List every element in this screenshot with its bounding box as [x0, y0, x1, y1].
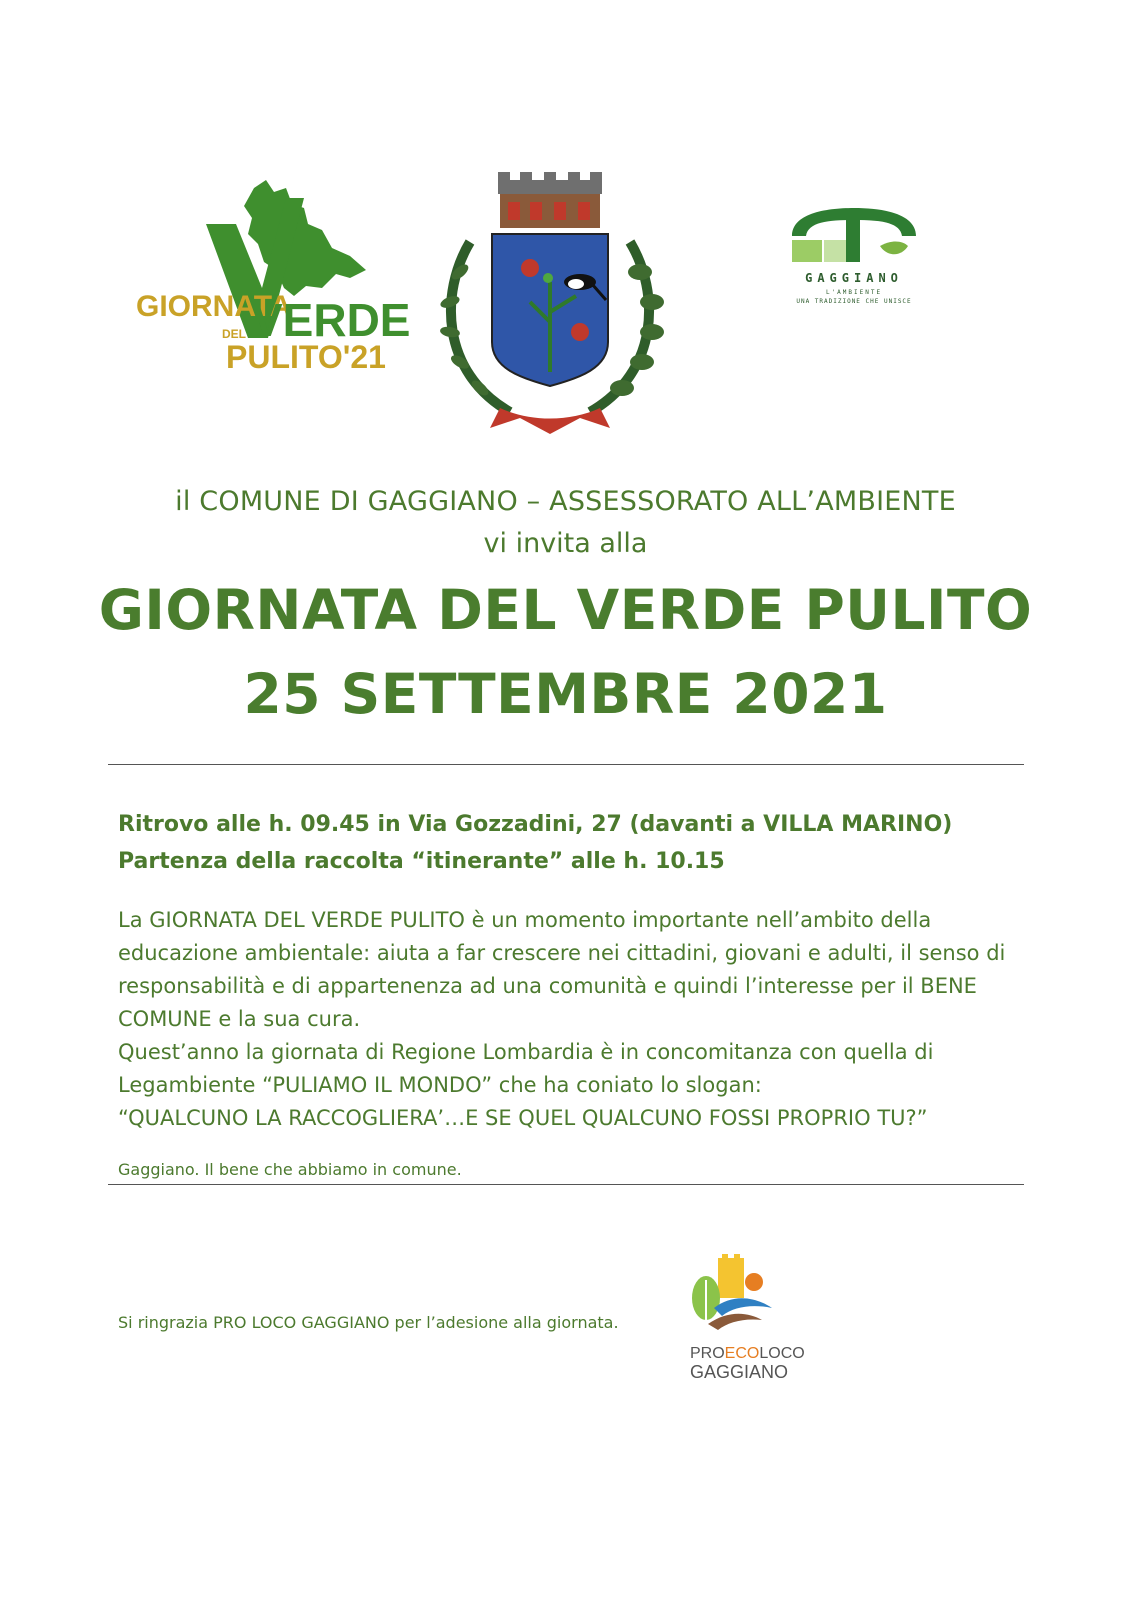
description-slogan: “QUALCUNO LA RACCOGLIERA’…E SE QUEL QUALCUNO FOSSI PROPRIO TU?”	[118, 1106, 928, 1130]
svg-text:PROECOLOCO: PROECOLOCO	[690, 1345, 805, 1362]
meeting-info	[118, 806, 1018, 880]
description	[118, 904, 1018, 1135]
motto: Gaggiano. Il bene che abbiamo in comune.	[118, 1160, 462, 1179]
svg-text:PULITO'21: PULITO'21	[226, 339, 386, 375]
description-paragraph-1: La GIORNATA DEL VERDE PULITO è un momento importante nell’ambito della educazione ambientale: aiuta a far crescere nei cittadini, giovani e adulti, il senso di responsabilità e di appartenenza ad una comunità e quindi l’interesse per il BENE COMUNE e la sua cura.	[118, 908, 1006, 1031]
svg-text:GAGGIANO: GAGGIANO	[690, 1362, 789, 1382]
proecoloco-logo	[688, 1254, 805, 1384]
intro-line-2: vi invita alla	[483, 528, 648, 559]
svg-text:UNA TRADIZIONE CHE UNISCE: UNA TRADIZIONE CHE UNISCE	[796, 298, 912, 305]
divider-top	[108, 764, 1024, 765]
meeting-line-1: Ritrovo alle h. 09.45 in Via Gozzadini, 27 (davanti a VILLA MARINO)	[118, 812, 953, 837]
divider-bottom	[108, 1184, 1024, 1185]
svg-text:DEL: DEL	[222, 327, 246, 341]
svg-text:L'AMBIENTE: L'AMBIENTE	[825, 289, 883, 296]
gaggiano-ambiente-logo	[784, 206, 924, 316]
event-date: 25 SETTEMBRE 2021	[243, 662, 888, 726]
coat-of-arms	[430, 172, 670, 440]
meeting-line-2: Partenza della raccolta “itinerante” alle h. 10.15	[118, 849, 725, 874]
event-title: GIORNATA DEL VERDE PULITO	[98, 578, 1033, 642]
svg-text:GAGGIANO: GAGGIANO	[805, 271, 903, 285]
description-paragraph-2: Quest’anno la giornata di Regione Lombardia è in concomitanza con quella di Legambiente “PULIAMO IL MONDO” che ha coniato lo slogan:	[118, 1040, 934, 1097]
svg-text:VERDE: VERDE	[252, 294, 411, 346]
svg-text:GIORNATA: GIORNATA	[136, 290, 292, 323]
thanks-note: Si ringrazia PRO LOCO GAGGIANO per l’adesione alla giornata.	[118, 1313, 619, 1332]
intro-line-1: il COMUNE DI GAGGIANO – ASSESSORATO ALL’AMBIENTE	[175, 486, 956, 517]
giornata-verde-pulito-logo	[136, 178, 411, 378]
